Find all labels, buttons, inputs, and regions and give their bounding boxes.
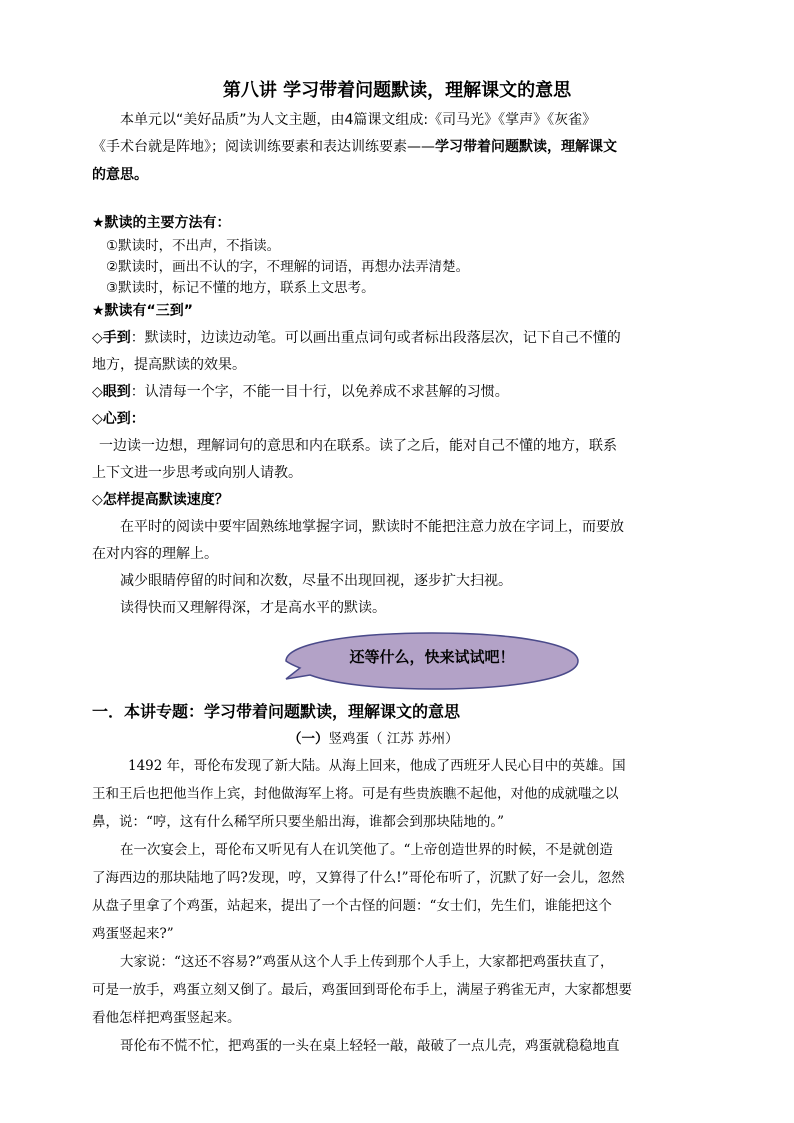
story-line: 看他怎样把鸡蛋竖起来。 — [92, 1010, 241, 1026]
hand-line-1 — [92, 327, 621, 347]
subheading-title: 竖鸡蛋（ 江苏 苏州） — [328, 731, 459, 747]
heart-line-1: 一边读一边想，理解词句的意思和内在联系。读了之后，能对自己不懂的地方，联系 — [99, 438, 617, 454]
speed-heading: ◇怎样提高默读速度？ — [92, 492, 229, 508]
speed-p1-line-1: 在平时的阅读中要牢固熟练地掌握字词，默读时不能把注意力放在字词上，而要放 — [120, 519, 624, 535]
method-item: ②默读时，画出不认的字，不理解的词语，再想办法弄清楚。 — [106, 259, 470, 275]
method-item: ①默读时，不出声，不指读。 — [106, 238, 281, 254]
subheading-number: （一） — [288, 731, 329, 747]
intro-line-2 — [92, 136, 617, 156]
hand-text: ：默读时，边读边动笔。可以画出重点词句或者标出段落层次，记下自己不懂的 — [130, 330, 621, 346]
bubble-text: 还等什么，快来试试吧！ — [349, 648, 515, 666]
story-line: 可是一放手，鸡蛋立刻又倒了。最后，鸡蛋回到哥伦布手上，满屋子鸦雀无声，大家都想要 — [92, 982, 632, 998]
story-line: 在一次宴会上，哥伦布又听见有人在讥笑他了。“上帝创造世界的时候，不是就创造 — [120, 842, 613, 858]
heart-line-2: 上下文进一步思考或向别人请教。 — [92, 465, 302, 481]
eye-line — [92, 381, 509, 401]
story-line: 哥伦布不慌不忙，把鸡蛋的一头在桌上轻轻一敲，敲破了一点儿壳，鸡蛋就稳稳地直 — [120, 1038, 620, 1054]
story-line: 鼻，说：“哼，这有什么稀罕所只要坐船出海，谁都会到那块陆地的。” — [92, 814, 505, 830]
story-line: 从盘子里拿了个鸡蛋，站起来，提出了一个古怪的问题：“女士们，先生们，谁能把这个 — [92, 898, 612, 914]
intro-line-2-bold: 学习带着问题默读，理解课文 — [435, 139, 617, 155]
story-subheading — [288, 727, 459, 747]
speed-p1-line-2: 在对内容的理解上。 — [92, 546, 218, 562]
page-title: 第八讲 学习带着问题默读，理解课文的意思 — [222, 80, 572, 101]
heart-label: ◇心到： — [92, 411, 145, 427]
three-to-heading: ★默读有“三到” — [92, 303, 193, 319]
section-heading: 一．本讲专题：学习带着问题默读，理解课文的意思 — [92, 702, 461, 721]
method-item: ③默读时，标记不懂的地方，联系上文思考。 — [106, 280, 375, 296]
intro-line-1: 本单元以“美好品质”为人文主题，由4篇课文组成:《司马光》《掌声》《灰雀》 — [120, 112, 597, 128]
methods-heading: ★默读的主要方法有： — [92, 215, 231, 231]
intro-line-3: 的意思。 — [92, 167, 148, 183]
hand-label: ◇手到 — [92, 330, 131, 346]
hand-line-2: 地方，提高默读的效果。 — [92, 357, 246, 373]
speed-p2: 减少眼睛停留的时间和次数，尽量不出现回视，逐步扩大扫视。 — [120, 573, 512, 589]
story-line: 大家说：“这还不容易?”鸡蛋从这个人手上传到那个人手上，大家都把鸡蛋扶直了， — [120, 954, 614, 970]
story-line: 鸡蛋竖起来?” — [92, 926, 174, 942]
eye-text: ：认清每一个字，不能一目十行，以免养成不求甚解的习惯。 — [130, 384, 509, 400]
intro-line-2-text: 《手术台就是阵地》；阅读训练要素和表达训练要素—— — [92, 139, 435, 155]
speed-p3: 读得快而又理解得深，才是高水平的默读。 — [120, 600, 386, 616]
story-line: 了海西边的那块陆地了吗?发现，哼，又算得了什么!”哥伦布听了，沉默了好一会儿，忽然 — [92, 870, 625, 886]
story-line: 1492 年，哥伦布发现了新大陆。从海上回来，他成了西班牙人民心目中的英雄。国 — [128, 758, 626, 774]
story-line: 王和王后也把他当作上宾，封他做海军上将。可是有些贵族瞧不起他，对他的成就嗤之以 — [92, 786, 619, 802]
eye-label: ◇眼到 — [92, 384, 131, 400]
